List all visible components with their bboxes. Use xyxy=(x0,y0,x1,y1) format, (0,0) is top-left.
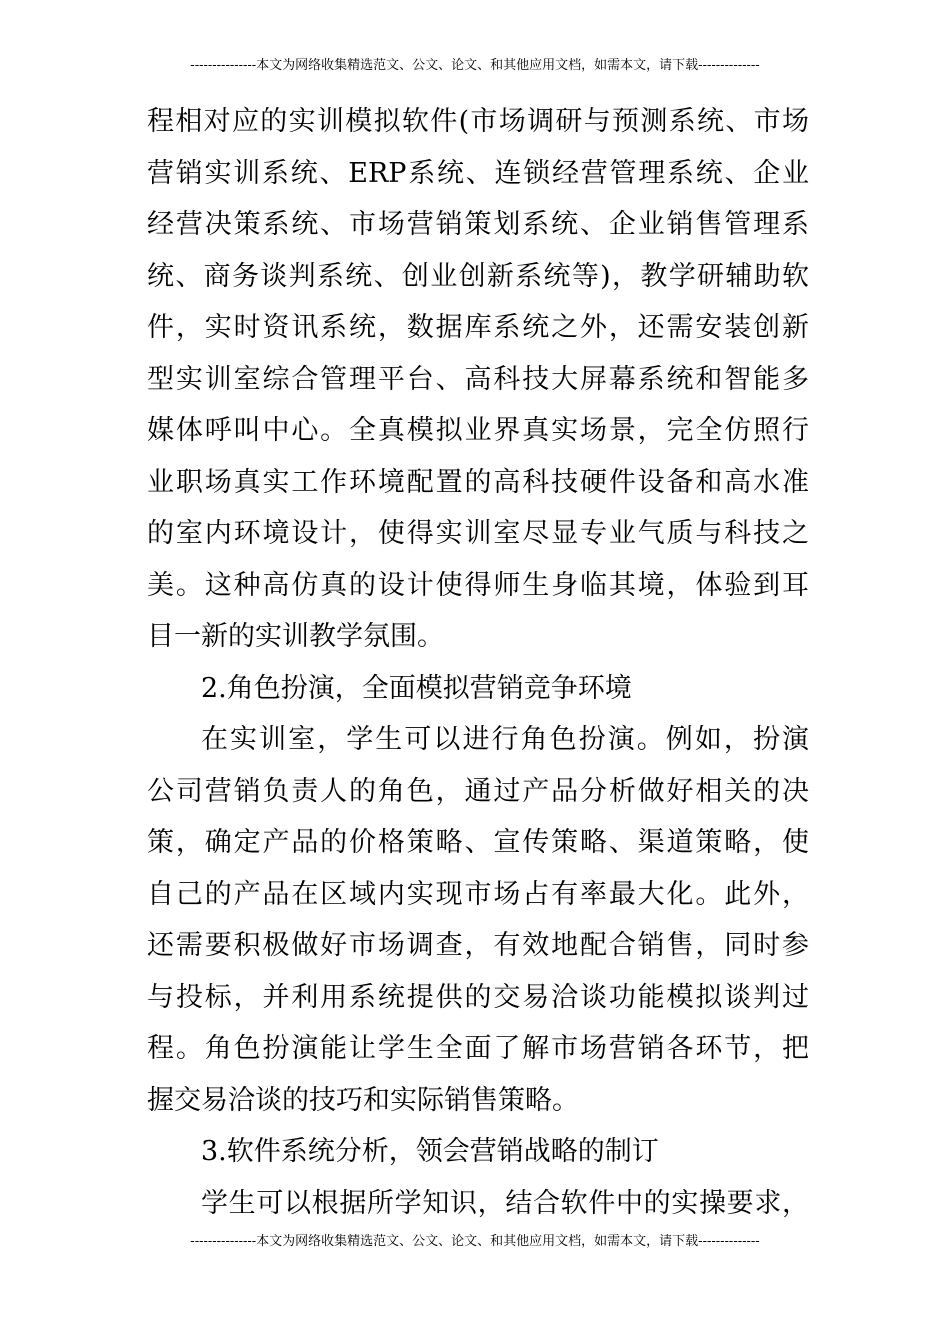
heading-line: 3.软件系统分析，领会营销战略的制订 xyxy=(201,1136,659,1167)
footer-banner: ---------------本文为网络收集精选范文、公文、论文、和其他应用文档，如需本文，请下载-------------- xyxy=(190,1234,760,1249)
text-line: 目一新的实训教学氛围。 xyxy=(147,621,444,652)
text-line: 学生可以根据所学知识，结合软件中的实操要求， xyxy=(201,1187,809,1219)
paragraph-software-description xyxy=(147,96,809,663)
text-line: 的室内环境设计，使得实训室尽显专业气质与科技之 xyxy=(147,518,809,549)
text-line: 在实训室，学生可以进行角色扮演。例如，扮演 xyxy=(201,724,809,755)
text-line: 握交易洽谈的技巧和实际销售策略。 xyxy=(147,1084,579,1116)
text-line: 经营决策系统、市场营销策划系统、企业销售管理系 xyxy=(147,209,809,240)
text-line: 美。这种高仿真的设计使得师生身临其境，体验到耳 xyxy=(147,569,809,601)
text-line: 营销实训系统、ERP系统、连锁经营管理系统、企业 xyxy=(147,157,809,189)
text-line: 自己的产品在区域内实现市场占有率最大化。此外， xyxy=(147,878,809,910)
section-heading-software-analysis xyxy=(147,1126,809,1178)
text-line: 件，实时资讯系统，数据库系统之外，还需安装创新 xyxy=(147,312,809,343)
text-line: 业职场真实工作环境配置的高科技硬件设备和高水准 xyxy=(147,466,809,498)
text-line: 策，确定产品的价格策略、宣传策略、渠道策略，使 xyxy=(147,827,809,858)
text-line: 媒体呼叫中心。全真模拟业界真实场景，完全仿照行 xyxy=(147,415,809,446)
text-line: 公司营销负责人的角色，通过产品分析做好相关的决 xyxy=(147,775,809,807)
text-line: 程相对应的实训模拟软件(市场调研与预测系统、市场 xyxy=(147,106,809,137)
text-line: 统、商务谈判系统、创业创新系统等)，教学研辅助软 xyxy=(147,260,809,292)
text-line: 与投标，并利用系统提供的交易洽谈功能模拟谈判过 xyxy=(147,981,809,1013)
text-line: 型实训室综合管理平台、高科技大屏幕系统和智能多 xyxy=(147,363,809,395)
header-banner: ---------------本文为网络收集精选范文、公文、论文、和其他应用文档，如需本文，请下载-------------- xyxy=(190,58,760,73)
paragraph-software-analysis xyxy=(147,1178,809,1230)
paragraph-role-play xyxy=(147,714,809,1126)
heading-line: 2.角色扮演，全面模拟营销竞争环境 xyxy=(201,672,632,704)
text-line: 还需要积极做好市场调查，有效地配合销售，同时参 xyxy=(147,930,809,961)
text-line: 程。角色扮演能让学生全面了解市场营销各环节，把 xyxy=(147,1033,809,1064)
document-body xyxy=(147,96,809,1229)
section-heading-role-play xyxy=(147,663,809,715)
